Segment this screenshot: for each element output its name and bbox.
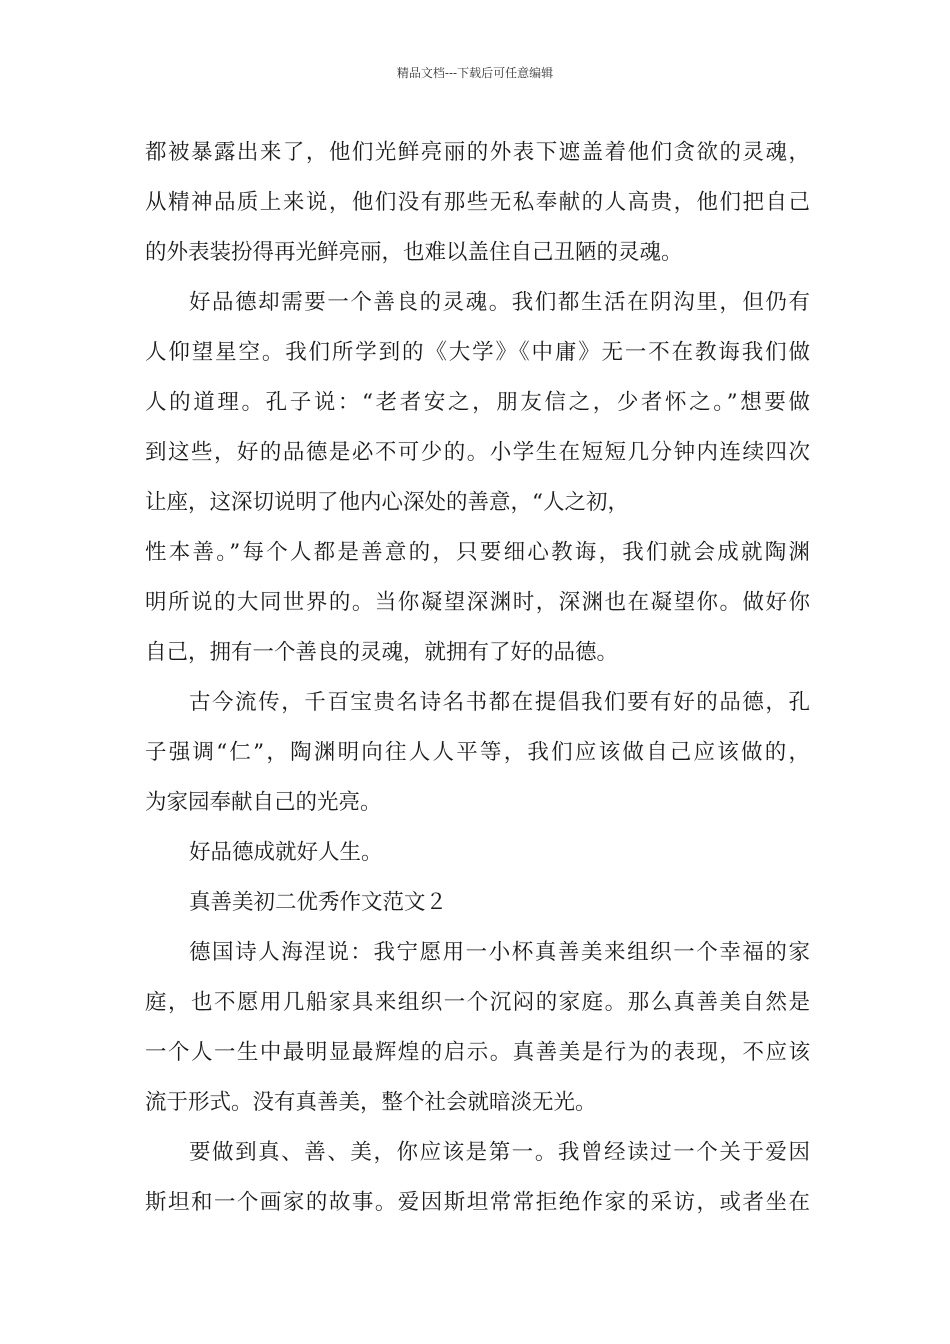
- text-line: 德国诗人海涅说：我宁愿用一小杯真善美来组织一个幸福的家: [189, 940, 810, 965]
- text-line: 都被暴露出来了，他们光鲜亮丽的外表下遮盖着他们贪欲的灵魂，: [145, 140, 810, 165]
- text-line: 好品德成就好人生。: [189, 840, 383, 865]
- text-line: 要做到真、善、美，你应该是第一。我曾经读过一个关于爱因: [189, 1140, 810, 1165]
- text-line: 为家园奉献自己的光亮。: [145, 790, 382, 815]
- text-line: 的外表装扮得再光鲜亮丽，也难以盖住自己丑陋的灵魂。: [145, 240, 683, 265]
- document-body: [145, 128, 810, 1228]
- text-line: 庭，也不愿用几船家具来组织一个沉闷的家庭。那么真善美自然是: [145, 990, 810, 1015]
- text-line: 古今流传，千百宝贵名诗名书都在提倡我们要有好的品德，孔: [189, 690, 810, 715]
- text-line: 流于形式。没有真善美，整个社会就暗淡无光。: [145, 1090, 597, 1115]
- text-line: 斯坦和一个画家的故事。爱因斯坦常常拒绝作家的采访，或者坐在: [145, 1190, 810, 1215]
- text-line: 让座，这深切说明了他内心深处的善意，“人之初，: [145, 490, 629, 515]
- text-line: 人的道理。孔子说：“老者安之，朋友信之，少者怀之。”想要做: [145, 390, 810, 415]
- text-line: 好品德却需要一个善良的灵魂。我们都生活在阴沟里，但仍有: [189, 290, 810, 315]
- text-line: 子强调“仁”，陶渊明向往人人平等，我们应该做自己应该做的，: [145, 740, 810, 765]
- text-line: 从精神品质上来说，他们没有那些无私奉献的人高贵，他们把自己: [145, 190, 810, 215]
- text-line: 到这些，好的品德是必不可少的。小学生在短短几分钟内连续四次: [145, 440, 810, 465]
- page-header: 精品文档---下载后可任意编辑: [396, 66, 554, 80]
- text-line: 一个人一生中最明显最辉煌的启示。真善美是行为的表现，不应该: [145, 1040, 810, 1065]
- text-line: 性本善。”每个人都是善意的，只要细心教诲，我们就会成就陶渊: [145, 540, 810, 565]
- text-line: 真善美初二优秀作文范文２: [189, 890, 448, 915]
- text-line: 自己，拥有一个善良的灵魂，就拥有了好的品德。: [145, 640, 619, 665]
- text-line: 明所说的大同世界的。当你凝望深渊时，深渊也在凝望你。做好你: [145, 590, 810, 615]
- text-line: 人仰望星空。我们所学到的《大学》《中庸》无一不在教诲我们做: [145, 340, 810, 365]
